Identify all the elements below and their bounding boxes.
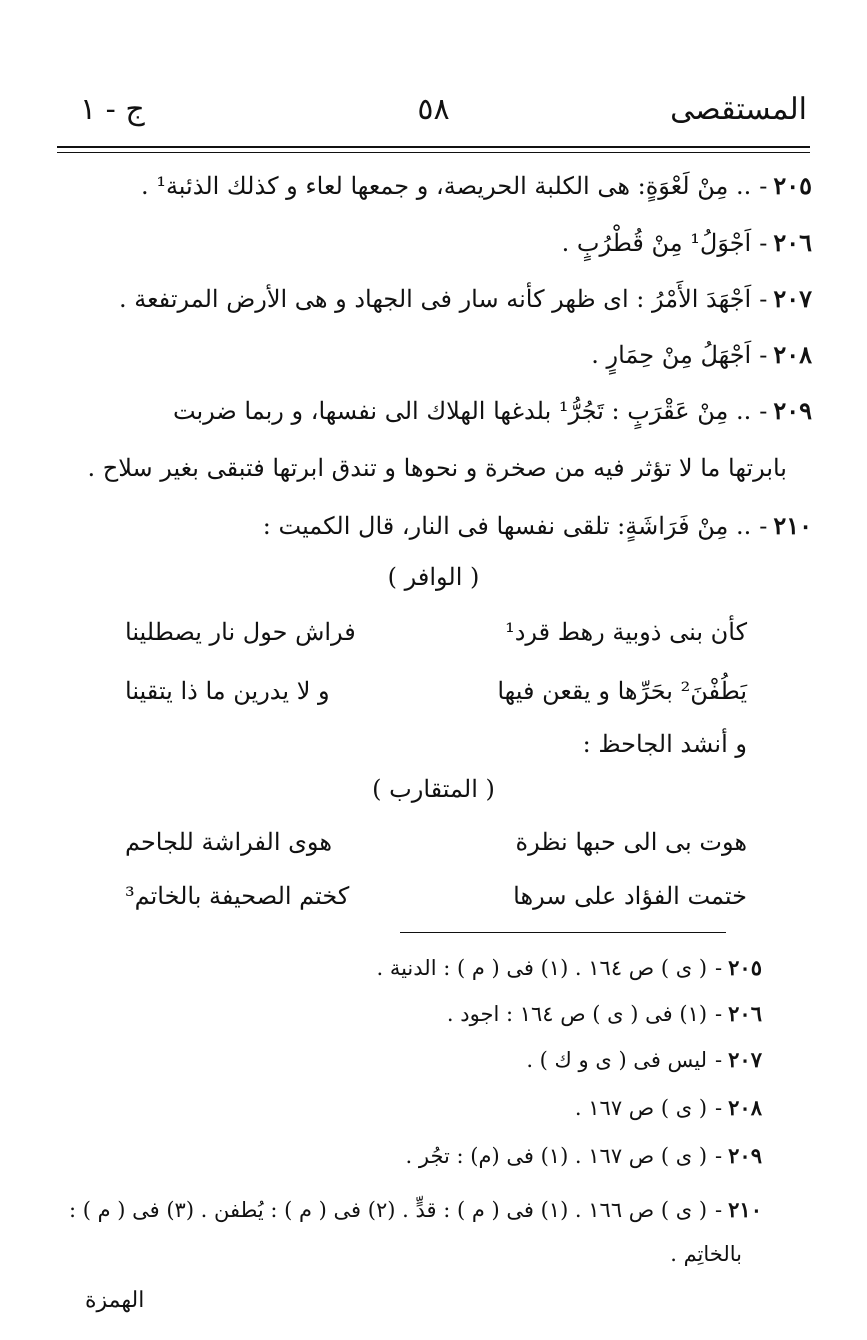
- transition-line: و أنشد الجاحظ :: [582, 730, 747, 758]
- poem-meter: ( المتقارب ): [372, 775, 495, 803]
- entry-number: ٢٠٨: [773, 340, 812, 369]
- footnote-209: ٢٠٩-( ى ) ص ١٦٧ . (١) فى (م) : تجُر .: [405, 1143, 762, 1168]
- entry-207: ٢٠٧-اَجْهَدَ الأَمْرُ : اى ظهر كأنه سار فى الجهاد و هى الأرض المرتفعة .: [118, 284, 812, 313]
- poem-meter: ( الوافر ): [387, 563, 480, 591]
- entry-number: ٢٠٦: [773, 228, 812, 257]
- book-title: المستقصى: [670, 92, 807, 127]
- entry-number: ٢٠٥: [773, 171, 812, 200]
- entry-text: .. مِنْ لَعْوَةٍ: هى الكلبة الحريصة، و جمعها لعاء و كذلك الذئبة¹ .: [141, 172, 752, 200]
- entry-text: اَجْهَلُ مِنْ حِمَارٍ .: [591, 341, 752, 369]
- verse-line: [125, 882, 747, 910]
- entry-205: ٢٠٥-.. مِنْ لَعْوَةٍ: هى الكلبة الحريصة، و جمعها لعاء و كذلك الذئبة¹ .: [141, 171, 812, 200]
- header-rule-thin: [57, 152, 810, 153]
- entry-number: ٢٠٩: [773, 396, 812, 425]
- hemistich-left: فراش حول نار يصطلينا: [125, 618, 356, 646]
- entry-206: ٢٠٦-اَجْوَلُ¹ مِنْ قُطْرُبٍ .: [561, 228, 812, 257]
- hemistich-left: كختم الصحيفة بالخاتم³: [125, 882, 350, 910]
- entry-text: .. مِنْ فَرَاشَةٍ: تلقى نفسها فى النار، قال الكميت :: [262, 512, 752, 540]
- page-number: ٥٨: [417, 92, 450, 127]
- entry-number: ٢٠٧: [773, 284, 812, 313]
- entry-209: ٢٠٩-.. مِنْ عَقْرَبٍ : تَجُرُّ¹ بلدغها الهلاك الى نفسها، و ربما ضربت: [172, 396, 812, 425]
- running-header: [60, 92, 807, 142]
- footnote-206: ٢٠٦-(١) فى ( ى ) ص ١٦٤ : اجود .: [446, 1001, 762, 1026]
- hemistich-left: و لا يدرين ما ذا يتقينا: [125, 677, 330, 705]
- footnote-210: ٢١٠-( ى ) ص ١٦٦ . (١) فى ( م ) : قدٍّ . (٢) فى ( م ) : يُطفن . (٣) فى ( م ) :: [68, 1197, 762, 1222]
- footnote-207: ٢٠٧-ليس فى ( ى و ك ) .: [526, 1047, 762, 1072]
- footnote-rule: [400, 932, 726, 933]
- entry-210: ٢١٠-.. مِنْ فَرَاشَةٍ: تلقى نفسها فى النار، قال الكميت :: [262, 511, 812, 540]
- hemistich-right: ختمت الفؤاد على سرها: [513, 882, 747, 910]
- verse-line: [125, 828, 747, 856]
- hemistich-right: كأن بنى ذوبية رهط قرد¹: [505, 618, 747, 646]
- hemistich-left: هوى الفراشة للجاحم: [125, 828, 332, 856]
- verse-line: [125, 618, 747, 646]
- hemistich-right: يَطُفْنَ² بحَرِّها و يقعن فيها: [497, 677, 747, 705]
- entry-208: ٢٠٨-اَجْهَلُ مِنْ حِمَارٍ .: [591, 340, 812, 369]
- entry-209-continuation: بابرتها ما لا تؤثر فيه من صخرة و نحوها و تندق ابرتها فتبقى بغير سلاح .: [87, 454, 787, 482]
- footnote-205: ٢٠٥-( ى ) ص ١٦٤ . (١) فى ( م ) : الدنية .: [376, 955, 762, 980]
- hemistich-right: هوت بى الى حبها نظرة: [515, 828, 747, 856]
- verse-line: [125, 677, 747, 705]
- entry-text: اَجْهَدَ الأَمْرُ : اى ظهر كأنه سار فى الجهاد و هى الأرض المرتفعة .: [118, 285, 752, 313]
- footnote-208: ٢٠٨-( ى ) ص ١٦٧ .: [574, 1095, 762, 1120]
- entry-text: .. مِنْ عَقْرَبٍ : تَجُرُّ¹ بلدغها الهلاك الى نفسها، و ربما ضربت: [172, 397, 752, 425]
- volume-label: ج - ١: [80, 92, 145, 127]
- entry-number: ٢١٠: [773, 511, 812, 540]
- footnote-210-continuation: بالخاتِم .: [670, 1242, 742, 1266]
- entry-text: اَجْوَلُ¹ مِنْ قُطْرُبٍ .: [561, 229, 752, 257]
- header-rule: [57, 146, 810, 148]
- catchword: الهمزة: [85, 1288, 145, 1313]
